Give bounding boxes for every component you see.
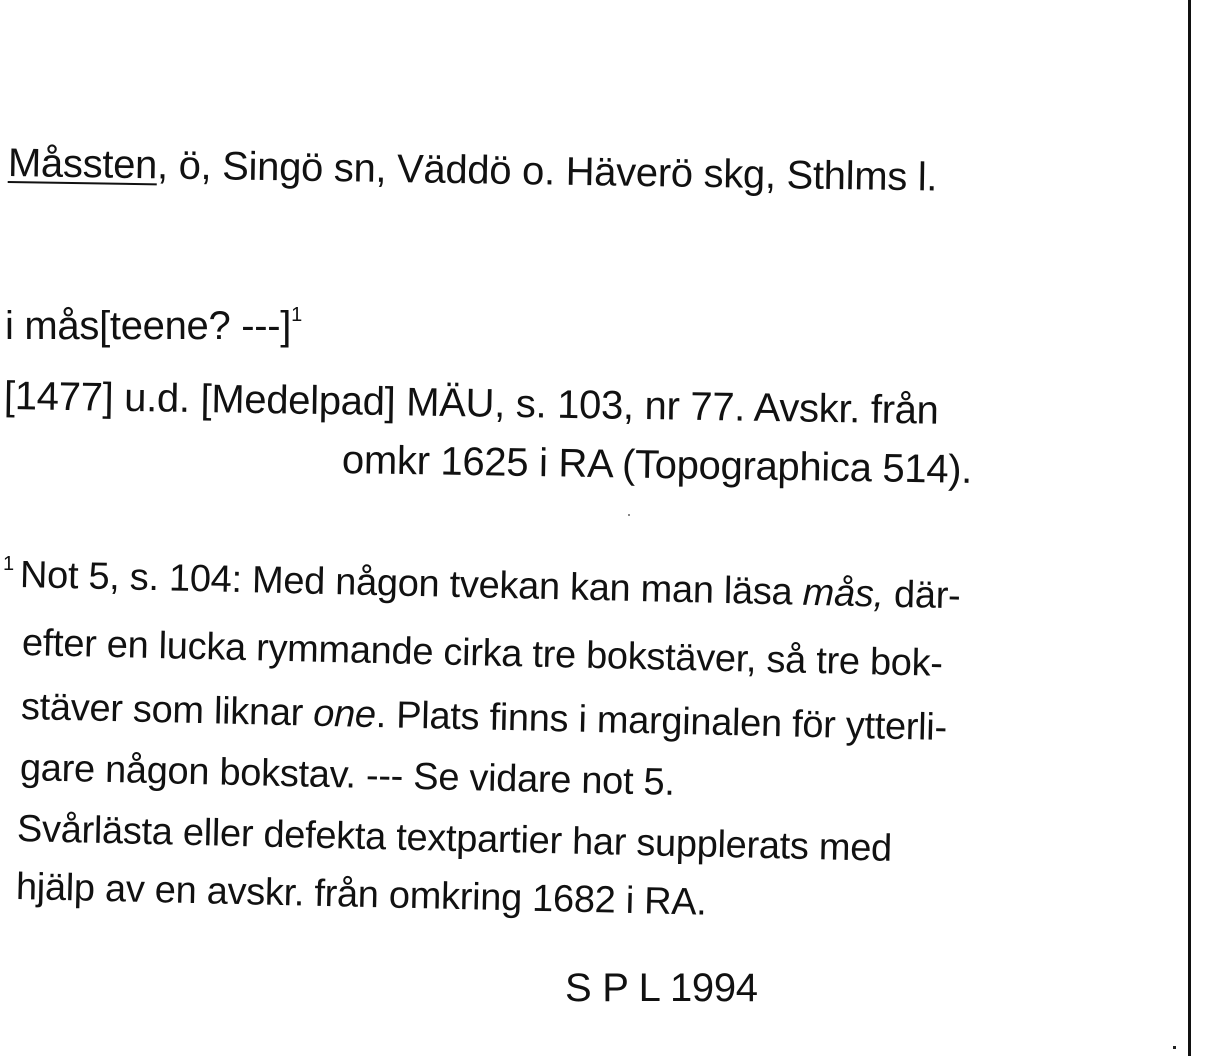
footnote-line-2: efter en lucka rymmande cirka tre bokstäver, så tre bok- (21, 622, 944, 685)
footnote-marker: 1 (3, 553, 15, 575)
entry-heading (8, 143, 938, 198)
attested-form-text: i mås[teene? ---] (5, 304, 292, 348)
footnote-line-3: stäver som liknar one. Plats finns i marginalen för ytterli- (20, 686, 948, 750)
page-edge-rule (1188, 0, 1191, 1056)
footnote-line-5: Svårlästa eller defekta textpartier har supplerats med (16, 808, 893, 870)
italic-form-one: one (312, 692, 377, 737)
scan-speck (1173, 1046, 1176, 1049)
entry-location: , ö, Singö sn, Väddö o. Häverö skg, Sthlms l. (156, 143, 938, 200)
footnote-reference: 1 (291, 304, 302, 326)
scan-speck (628, 514, 630, 516)
footnote-line-4: gare någon bokstav. --- Se vidare not 5. (19, 747, 676, 804)
italic-form-mas: mås, (802, 571, 885, 616)
attested-form (5, 306, 302, 346)
source-line-1: [1477] u.d. [Medelpad] MÄU, s. 103, nr 77. Avskr. från (3, 374, 939, 433)
source-line-2: omkr 1625 i RA (Topographica 514). (341, 438, 973, 492)
headword: Måssten (7, 141, 158, 188)
footnote-line-6: hjälp av en avskr. från omkring 1682 i RA. (15, 866, 708, 924)
signature: S P L 1994 (565, 966, 758, 1010)
footnote-line-1: Not 5, s. 104: Med någon tvekan kan man läsa mås, där- (19, 554, 961, 618)
